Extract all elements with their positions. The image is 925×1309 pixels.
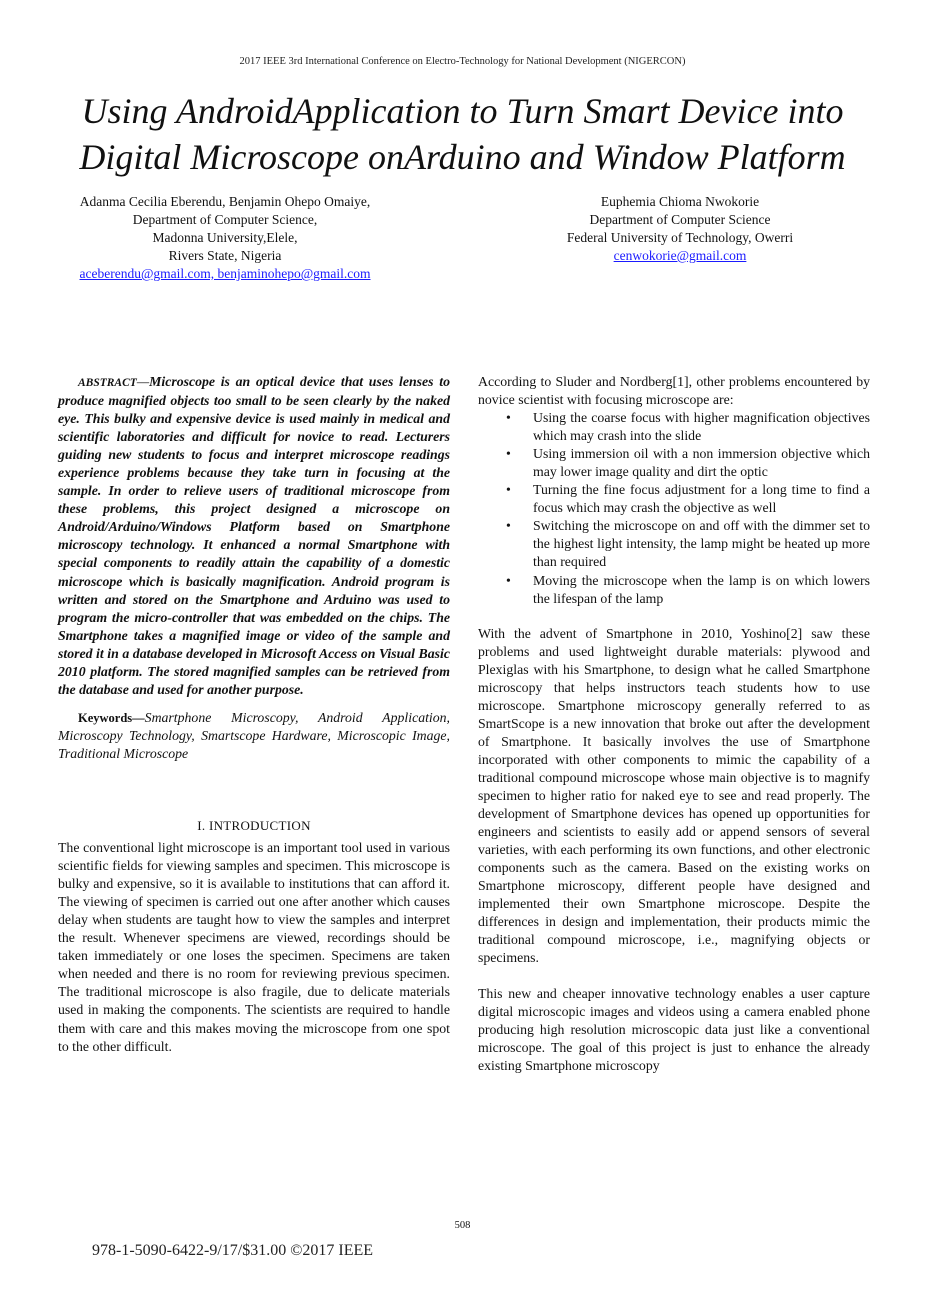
isbn-copyright: 978-1-5090-6422-9/17/$31.00 ©2017 IEEE <box>92 1242 374 1259</box>
keywords-label: Keywords— <box>78 710 145 725</box>
list-item: • Turning the fine focus adjustment for a long time to find a focus which may crash the objective as well <box>533 481 870 517</box>
body-paragraph: This new and cheaper innovative technology enables a user capture digital microscopic images and videos using a camera enabled phone producing high resolution microscopic data just like a conventional microscope. The goal of this project is just to enhance the already existing Smartphone microscopy <box>478 985 870 1073</box>
section-heading-introduction: I. INTRODUCTION <box>197 817 311 833</box>
problem-list <box>478 409 870 608</box>
author-names: Euphemia Chioma Nwokorie <box>600 194 760 209</box>
author-department: Department of Computer Science <box>589 212 771 227</box>
author-department: Department of Computer Science, <box>132 212 318 227</box>
author-block-left <box>55 193 395 283</box>
list-item: • Switching the microscope on and off with the dimmer set to the highest light intensity, the lamp might be heated up more than required <box>533 517 870 571</box>
abstract <box>58 373 450 699</box>
introduction-paragraph: The conventional light microscope is an important tool used in various scientific fields for viewing samples and specimen. This microscope is bulky and expensive, so it is available to institutions that can afford it. The viewing of specimen is carried out one after another which causes delay when students are taught how to view the samples and interpret the result. Whenever specimens are viewed, recordings should be taken immediately or one loses the specimen. Specimens are taken when needed and there is no room for reviewing previous specimen. The traditional microscope is also fragile, due to delicate materials used in making the components. The scientists are required to handle them with care and this makes moving the microscope from one spot to the other difficult. <box>58 840 450 1054</box>
title-line-2: Digital Microscope onArduino and Window Platform <box>79 137 846 177</box>
author-location: Rivers State, Nigeria <box>168 248 282 263</box>
page-number: 508 <box>454 1220 471 1231</box>
abstract-label: ABSTRACT <box>78 377 137 389</box>
author-block-right <box>530 193 830 265</box>
list-item: • Moving the microscope when the lamp is on which lowers the lifespan of the lamp <box>533 572 870 608</box>
author-names: Adanma Cecilia Eberendu, Benjamin Ohepo Omaiye, <box>79 194 371 209</box>
author-email-link[interactable]: cenwokorie@gmail.com <box>613 248 747 263</box>
body-paragraph: With the advent of Smartphone in 2010, Yoshino[2] saw these problems and used lightweight durable materials: plywood and Plexiglas with his Smartphone, to design what he called Smartphone microscopy that helps instructors teach students how to use microscope. Smartphone microscopy generally referred to as SmartScope is a new innovation that broke out after the development of Smartphone. It basically involves the use of Smartphone incorporated with other components to mimic the capability of a traditional compound microscope whose main objective is to magnify specimen to higher ratio for naked eye to see and read properly. The development of Smartphone devices has opened up opportunities for engineers and scientists to easily add or append sensors of several varieties, with each performing its own functions, and other electronic components such as the camera. Based on the existing works on Smartphone microscopy, different people have designed and implemented their own Smartphone microscope. Despite the differences in design and implementation, their products mimic the traditional compound microscope, i.e., magnifying objects or specimens. <box>478 625 870 966</box>
author-email-link[interactable]: aceberendu@gmail.com, benjaminohepo@gmail.com <box>79 266 371 281</box>
right-intro-paragraph: According to Sluder and Nordberg[1], other problems encountered by novice scientist with focusing microscope are: <box>478 374 870 408</box>
abstract-text: Microscope is an optical device that uses lenses to produce magnified objects too small to be seen clearly by the naked eye. This bulky and expensive device is used mainly in medical and scientific laboratories and difficult for novice to read. Lecturers guiding new students to focus and interpret microscope readings experience problems because they take turn in focusing at the sample. In order to relieve users of traditional microscope from these problems, this project designed a microscope on Android/Arduino/Windows Platform based on Smartphone microscopy technology. It enhanced a normal Smartphone with special components to readily attain the capability of a domestic microscope which is basically magnification. Android program is written and stored on the Smartphone and Arduino was used to program the micro-controller that was embedded on the chips. The Smartphone takes a magnified image or video of the sample and stored it in a database developed in Microsoft Access on Visual Basic 2010 platform. The stored magnified samples can be retrieved from the database and used for another purpose. <box>58 374 450 697</box>
list-item: • Using immersion oil with a non immersion objective which may lower image quality and dirt the optic <box>533 445 870 481</box>
author-university: Madonna University,Elele, <box>152 230 298 245</box>
author-university: Federal University of Technology, Owerri <box>566 230 794 245</box>
title-line-1: Using AndroidApplication to Turn Smart Device into <box>81 91 844 131</box>
right-column <box>478 373 870 1075</box>
keywords-text: Smartphone Microscopy, Android Application, Microscopy Technology, Smartscope Hardware, Microscopic Image, Traditional Microscope <box>58 709 450 761</box>
keywords <box>58 709 450 763</box>
paper-title <box>30 88 895 180</box>
left-column <box>58 373 450 1056</box>
list-item: • Using the coarse focus with higher magnification objectives which may crash into the slide <box>533 409 870 445</box>
abstract-dash: — <box>136 374 150 389</box>
conference-header: 2017 IEEE 3rd International Conference on Electro-Technology for National Development (NIGERCON) <box>239 56 686 67</box>
